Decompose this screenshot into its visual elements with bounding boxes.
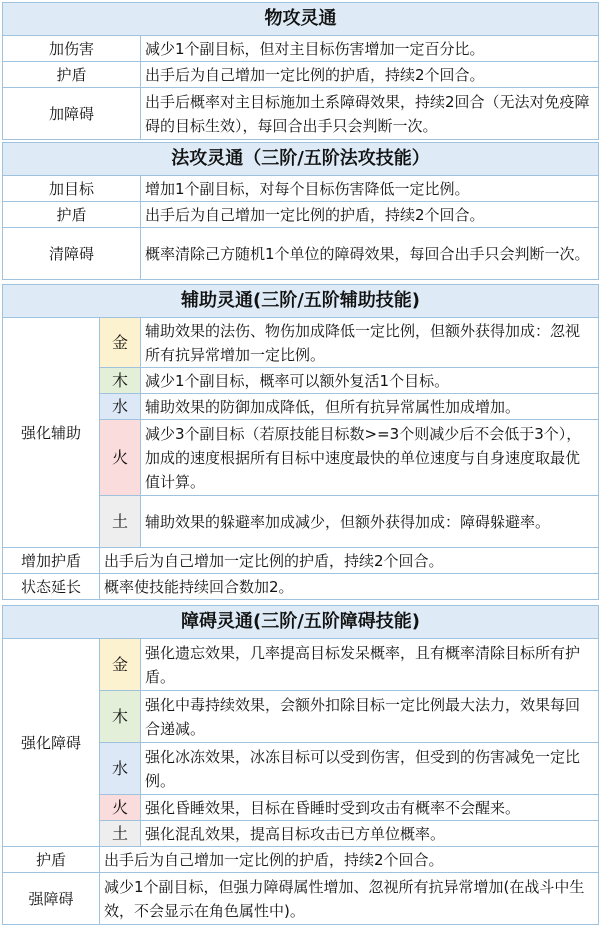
row-desc: 概率清除己方随机1个单位的障碍效果，每回合出手只会判断一次。 (141, 228, 599, 280)
row-desc: 辅助效果的防御加成降低，但所有抗异常属性加成增加。 (141, 394, 599, 420)
element-earth: 土 (100, 821, 141, 847)
row-desc: 出手后为自己增加一定比例的护盾，持续2个回合。 (141, 202, 599, 228)
element-fire: 火 (100, 795, 141, 821)
row-desc: 减少1个副目标，概率可以额外复活1个目标。 (141, 368, 599, 394)
section-title: 辅助灵通(三阶/五阶辅助技能) (3, 285, 599, 318)
element-earth: 土 (100, 496, 141, 548)
section-support (2, 284, 599, 600)
row-key: 强障碍 (3, 873, 100, 925)
section-obstacle (2, 605, 599, 925)
row-desc: 出手后为自己增加一定比例的护盾，持续2个回合。 (100, 847, 599, 873)
row-key: 增加护盾 (3, 548, 100, 574)
section-magic-attack (2, 142, 599, 280)
row-key: 加伤害 (3, 36, 141, 62)
row-desc: 强化昏睡效果，目标在昏睡时受到攻击有概率不会醒来。 (141, 795, 599, 821)
row-desc: 强化冰冻效果，冰冻目标可以受到伤害，但受到的伤害减免一定比例。 (141, 743, 599, 795)
row-desc: 出手后为自己增加一定比例的护盾，持续2个回合。 (100, 548, 599, 574)
element-wood: 木 (100, 368, 141, 394)
group-key: 强化障碍 (3, 639, 100, 847)
row-key: 加障碍 (3, 88, 141, 140)
section-physical-attack (2, 2, 599, 140)
element-water: 水 (100, 394, 141, 420)
row-desc: 强化中毒持续效果，会额外扣除目标一定比例最大法力，效果每回合递减。 (141, 691, 599, 743)
row-desc: 出手后概率对主目标施加土系障碍效果，持续2回合（无法对免疫障碍的目标生效），每回合出手只会判断一次。 (141, 88, 599, 140)
row-desc: 减少3个副目标（若原技能目标数>=3个则减少后不会低于3个），加成的速度根据所有目标中速度最快的单位速度与自身速度取最优值计算。 (141, 420, 599, 496)
row-desc: 出手后为自己增加一定比例的护盾，持续2个回合。 (141, 62, 599, 88)
element-gold: 金 (100, 318, 141, 368)
row-key: 护盾 (3, 62, 141, 88)
row-key: 加目标 (3, 176, 141, 202)
row-desc: 减少1个副目标，但强力障碍属性增加、忽视所有抗异常增加(在战斗中生效，不会显示在角色属性中)。 (100, 873, 599, 925)
row-desc: 减少1个副目标，但对主目标伤害增加一定百分比。 (141, 36, 599, 62)
row-key: 护盾 (3, 202, 141, 228)
row-key: 清障碍 (3, 228, 141, 280)
row-desc: 辅助效果的躲避率加成减少，但额外获得加成：障碍躲避率。 (141, 496, 599, 548)
section-title: 物攻灵通 (3, 3, 599, 36)
row-desc: 强化遗忘效果，几率提高目标发呆概率，且有概率清除目标所有护盾。 (141, 639, 599, 691)
row-desc: 强化混乱效果，提高目标攻击已方单位概率。 (141, 821, 599, 847)
row-desc: 概率使技能持续回合数加2。 (100, 574, 599, 600)
element-gold: 金 (100, 639, 141, 691)
section-title: 法攻灵通（三阶/五阶法攻技能） (3, 143, 599, 176)
row-key: 护盾 (3, 847, 100, 873)
element-wood: 木 (100, 691, 141, 743)
row-desc: 增加1个副目标，对每个目标伤害降低一定比例。 (141, 176, 599, 202)
row-desc: 辅助效果的法伤、物伤加成降低一定比例，但额外获得加成：忽视所有抗异常增加一定比例。 (141, 318, 599, 368)
element-water: 水 (100, 743, 141, 795)
group-key: 强化辅助 (3, 318, 100, 548)
section-title: 障碍灵通(三阶/五阶障碍技能) (3, 606, 599, 639)
row-key: 状态延长 (3, 574, 100, 600)
element-fire: 火 (100, 420, 141, 496)
